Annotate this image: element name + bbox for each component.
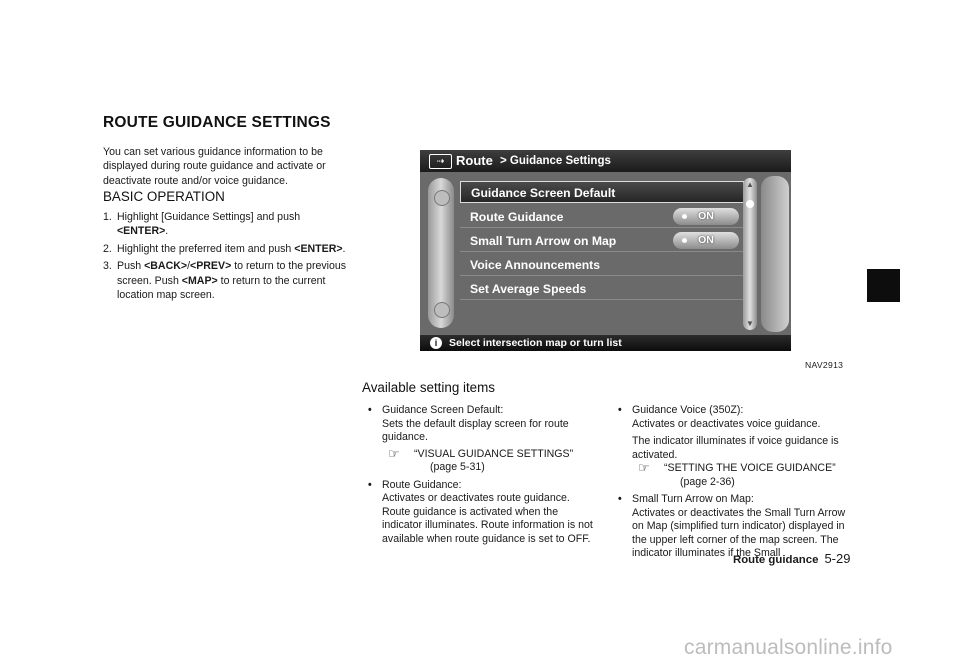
section-title: ROUTE GUIDANCE SETTINGS bbox=[103, 114, 331, 131]
pointing-hand-icon: ☞ bbox=[388, 445, 400, 461]
list-item: • Guidance Voice (350Z): Activates or deactivates voice guidance. bbox=[618, 404, 821, 430]
dial-knob bbox=[434, 190, 450, 206]
menu-item-set-average-speeds[interactable]: Set Average Speeds bbox=[460, 278, 744, 300]
bullet: • bbox=[368, 478, 372, 491]
step-item: 3. Push <BACK>/<PREV> to return to the previous screen. Push <MAP> to return to the current location map screen. bbox=[103, 260, 347, 302]
left-dial bbox=[428, 178, 454, 328]
bullet: • bbox=[618, 404, 622, 416]
menu-item-guidance-screen-default[interactable]: Guidance Screen Default bbox=[460, 181, 744, 203]
screen-body bbox=[420, 172, 791, 335]
right-dial bbox=[761, 176, 789, 332]
small-turn-arrow-toggle[interactable]: ON bbox=[673, 232, 739, 249]
screen-breadcrumb: > Guidance Settings bbox=[500, 155, 611, 167]
page-number: 5-29 bbox=[824, 551, 851, 566]
map-key: <MAP> bbox=[181, 274, 218, 287]
route-icon: ⇢ bbox=[429, 154, 452, 169]
enter-key: <ENTER> bbox=[117, 225, 166, 238]
page-reference: ☞ “SETTING THE VOICE GUIDANCE” (page 2-36) bbox=[638, 460, 836, 488]
screen-hint: Select intersection map or turn list bbox=[449, 337, 622, 349]
nav-screen-figure bbox=[420, 150, 791, 351]
figure-code: NAV2913 bbox=[805, 360, 844, 370]
footer-section: Route guidance bbox=[733, 554, 819, 566]
screen-header bbox=[420, 150, 791, 172]
enter-key: <ENTER> bbox=[294, 242, 343, 255]
step-item: 2. Highlight the preferred item and push <ENTER>. bbox=[103, 242, 346, 255]
info-icon: i bbox=[430, 337, 442, 349]
menu-item-route-guidance[interactable]: Route Guidance ON bbox=[460, 206, 744, 228]
dial-knob bbox=[434, 302, 450, 318]
settings-column-right: • Guidance Voice (350Z): Activates or deactivates voice guidance. The indicator illuminates if voice guidance is activated. ☞ “SETTING THE VOICE GUIDANCE” (page 2-36) • Small Turn Arrow on Map: Activates or deactivates the Small Turn Arrow on Map (simplified turn indicator) displayed in the upper left corner of the map screen. The indicator illuminates if the Small bbox=[618, 404, 858, 564]
scrollbar[interactable] bbox=[743, 178, 757, 330]
steps-list bbox=[103, 210, 353, 305]
scroll-position-icon bbox=[746, 200, 754, 208]
scroll-down-icon[interactable]: ▼ bbox=[746, 319, 754, 328]
step-item: 1. Highlight [Guidance Settings] and push <ENTER>. bbox=[103, 211, 301, 238]
scroll-up-icon[interactable]: ▲ bbox=[746, 180, 754, 189]
list-item: • Route Guidance: Activates or deactivates route guidance. Route guidance is activated when the indicator illuminates. Route information is not available when route guidance is set to OFF. bbox=[368, 478, 593, 545]
screen-footer bbox=[420, 335, 791, 351]
settings-column-left bbox=[368, 404, 598, 549]
indicator-icon bbox=[682, 238, 687, 243]
list-item: • Small Turn Arrow on Map: Activates or deactivates the Small Turn Arrow on Map (simplified turn indicator) displayed in the upper left corner of the map screen. The indicator illuminates if the Small bbox=[618, 493, 846, 559]
bullet: • bbox=[368, 404, 372, 416]
indicator-icon bbox=[682, 214, 687, 219]
intro-paragraph: You can set various guidance information to be displayed during route guidance and activate or deactivate route and/or voice guidance. bbox=[103, 146, 326, 187]
page-reference: ☞ “VISUAL GUIDANCE SETTINGS” (page 5-31) bbox=[388, 445, 574, 473]
list-item: • Guidance Screen Default: Sets the default display screen for route guidance. bbox=[368, 404, 569, 443]
menu-item-voice-announcements[interactable]: Voice Announcements bbox=[460, 254, 744, 276]
available-heading: Available setting items bbox=[362, 380, 495, 395]
back-key: <BACK> bbox=[144, 260, 188, 273]
page-footer bbox=[733, 551, 850, 566]
chapter-tab bbox=[867, 269, 900, 302]
screen-title: Route bbox=[456, 153, 493, 168]
prev-key: <PREV> bbox=[190, 260, 232, 273]
pointing-hand-icon: ☞ bbox=[638, 460, 650, 475]
watermark: carmanualsonline.info bbox=[684, 636, 893, 659]
route-guidance-toggle[interactable]: ON bbox=[673, 208, 739, 225]
bullet: • bbox=[618, 493, 622, 505]
basic-operation-heading: BASIC OPERATION bbox=[103, 189, 225, 204]
menu-item-small-turn-arrow[interactable]: Small Turn Arrow on Map ON bbox=[460, 230, 744, 252]
